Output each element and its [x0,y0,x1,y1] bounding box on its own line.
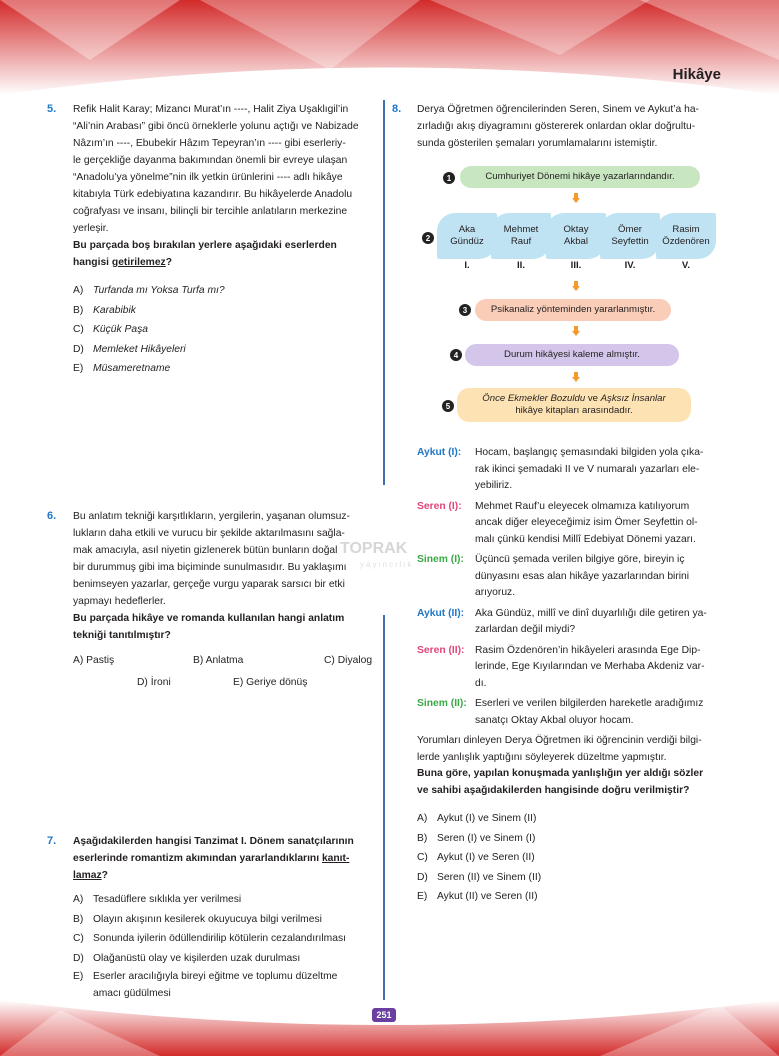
option-c[interactable]: C) Sonunda iyilerin ödüllendirilip kötülerin cezalandırılması [73,933,346,945]
speaker-label: Sinem (I): [417,554,464,565]
option-a[interactable]: A) Aykut (I) ve Sinem (II) [417,813,537,825]
speaker-label: Seren (I): [417,500,462,512]
roman-label: IV. [624,260,636,271]
step-1-box: Cumhuriyet Dönemi hikâye yazarlarındandır. [460,166,700,188]
text-line: lukların daha etkili ve vurucu bir şekilde aktarılmasını sağla- [73,528,345,539]
author-box-5: Rasim Özdenören [656,213,716,259]
dialogue-entry [417,499,724,549]
speaker-text: Rasim Özdenören’in hikâyeleri arasında Ege Dip- lerinde, Ege Kıyılarından ve Merhaba Akdeniz var- dı. [475,644,705,689]
option-d[interactable]: D) Memleket Hikâyeleri [73,343,186,355]
speaker-text: Eserleri ve verilen bilgilerden hareketle aradığımız sanatçı Oktay Akbal oluyor hocam. [475,698,704,726]
question-number: 6. [47,510,57,522]
question-8-intro [417,101,724,152]
option-e[interactable]: E) Aykut (II) ve Seren (II) [417,891,538,903]
option-b[interactable]: B) Anlatma [193,655,244,666]
text-line: Bu anlatım tekniği karşıtlıkların, yergilerin, yaşanan olumsuz- [73,511,350,522]
option-d[interactable]: D) Seren (II) ve Sinem (II) [417,871,542,883]
speaker-label: Seren (II): [417,644,465,656]
text-line: kitabıyla Türk edebiyatına kazandırır. Bu hikâyelerde Anadolu [73,189,353,200]
speaker-label: Sinem (II): [417,698,467,709]
dialogue-entry [417,696,724,729]
roman-label: II. [517,260,525,271]
step-number-4: 4 [450,349,462,361]
option-c[interactable]: C) Küçük Paşa [73,324,148,336]
text-line: bir durummuş gibi ima biçiminde sunulmasıdır. Bu yaklaşımı [73,562,347,573]
option-a[interactable]: A) Pastiş [73,655,115,666]
roman-label: I. [464,260,470,271]
author-box-2: Mehmet Rauf [491,213,551,259]
text-line: le gerçekliğe dayanma bakımından önemli bir evreye ulaşan [73,155,348,166]
speaker-text: Üçüncü şemada verilen bilgiye göre, bireyin iç dünyasını esas alan hikâye yazarlarından birini arıyoruz. [475,554,690,598]
option-c[interactable]: C) Aykut (I) ve Seren (II) [417,852,535,864]
column-divider-bottom [383,615,385,1000]
option-c[interactable]: C) Diyalog [324,655,373,666]
question-5 [73,101,376,379]
stem-line: hangisi getirilemez? [73,257,172,268]
option-e[interactable]: E) Müsameretname [73,363,171,375]
text-line: sunda gösterilen şemaları yorumlamalarını istemiştir. [417,138,658,149]
text-line: “Anadolu’ya yönelme”nin ilk yetkin ürünlerini ---- adlı hikâye [73,172,343,183]
q8-stem [417,766,724,799]
speaker-text: Aka Gündüz, millî ve dinî duyarlılığı dile getiren ya- zarlardan değil miydi? [475,607,707,635]
speaker-label: Aykut (I): [417,447,462,458]
stem-line: eserlerinde romantizm akımından yararlandıklarını kanıt- [73,853,350,864]
column-divider-top [383,100,385,485]
option-b[interactable]: B) Karabibik [73,304,136,316]
option-b[interactable]: B) Olayın akışının kesilerek okuyucuya bilgi verilmesi [73,913,322,925]
speaker-label: Aykut (II): [417,607,465,619]
roman-label: III. [570,260,582,271]
text-line: lerde yanlışlık yaptığını söyleyerek düzeltme yapmıştır. [417,751,667,763]
dialogue [417,445,724,907]
author-box-3: Oktay Akbal [546,213,606,259]
page-title: Hikâye [672,66,721,83]
text-line: mak amacıyla, asıl niyetin gizlenerek bütün bunların doğal [73,545,338,556]
dialogue-entry [417,552,724,602]
stem-line: lamaz? [73,870,108,881]
q5-stem [73,237,376,271]
dialogue-entry [417,643,724,693]
stem-line: ve sahibi aşağıdakilerden hangisinde doğru verilmiştir? [417,784,690,796]
option-a[interactable]: A) Tesadüflere sıklıkla yer verilmesi [73,894,242,906]
q8-outro [417,733,724,766]
text-line: zırladığı akış diyagramını göstererek onlardan oklar doğrultu- [417,121,696,132]
text-line: “Ali’nin Arabası” gibi öncü örneklerle yolunu açtığı ve Nabizade [73,121,359,132]
question-6 [73,508,376,702]
text-line: yerleşir. [73,223,109,234]
arrow-down-icon [572,193,580,203]
text-line: Yorumları dinleyen Derya Öğretmen iki öğrencinin verdiği bilgi- [417,735,702,746]
arrow-down-icon [572,326,580,336]
stem-line: tekniği tanıtılmıştır? [73,630,171,641]
option-d[interactable]: D) İroni [137,677,171,688]
author-box-1: Aka Gündüz [437,213,497,259]
speaker-text: Hocam, başlangıç şemasındaki bilgiden yola çıka- rak ikinci şemadaki II ve V numaralı yazarları ele- yebiliriz. [475,447,704,491]
text-line: Derya Öğretmen öğrencilerinden Seren, Sinem ve Aykut’a ha- [417,104,699,115]
stem-line: Buna göre, yapılan konuşmada yanlışlığın yer aldığı sözler [417,768,704,779]
q5-options [73,281,376,379]
step-number-2: 2 [422,232,434,244]
question-number: 5. [47,103,57,115]
step-number-5: 5 [442,400,454,412]
option-e[interactable]: E) Eserler aracılığıyla bireyi eğitme ve toplumu düzeltme amacı güdülmesi [73,971,338,999]
text-line: Refik Halit Karay; Mizancı Murat’ın ----, Halit Ziya Uşaklıgil’in [73,104,349,115]
q6-options [73,652,376,702]
watermark-logo: TOPRAK [340,540,408,557]
step-4-box: Durum hikâyesi kaleme almıştır. [465,344,679,366]
step-number-1: 1 [443,172,455,184]
stem-line: Bu parçada boş bırakılan yerlere aşağıdaki eserlerden [73,240,337,251]
arrow-down-icon [572,372,580,382]
author-box-4: Ömer Seyfettin [600,213,660,259]
arrow-down-icon [572,281,580,291]
text-line: Nâzım’ın ----, Ebubekir Hâzım Tepeyran’ın ---- gibi eserleriy- [73,138,346,149]
step-5-box: Önce Ekmekler Bozuldu ve Aşksız İnsanlar hikâye kitapları arasındadır. [457,388,691,422]
question-number: 8. [392,103,402,115]
dialogue-entry [417,606,724,639]
watermark-sub: yayıncılık [360,560,414,569]
q7-options [73,890,376,1002]
step-3-box: Psikanaliz yönteminden yararlanmıştır. [475,299,671,321]
question-7 [73,833,376,1002]
q6-paragraph [73,508,376,610]
text-line: benimseyen yazarlar, gerçeğe vurgu yaparak sarsıcı bir etki [73,579,345,590]
header-decoration [0,0,779,95]
question-number: 7. [47,835,57,847]
text-line: yapmayı hedeflerler. [73,596,166,607]
stem-line: Aşağıdakilerden hangisi Tanzimat I. Dönem sanatçılarının [73,836,354,847]
flow-diagram [413,160,733,430]
q7-stem [73,833,376,884]
q6-stem [73,610,376,644]
step-number-3: 3 [459,304,471,316]
text-line: coğrafyası ve insanı, bilinçli bir tercihle anlatıların merkezine [73,206,348,217]
q5-paragraph [73,101,376,237]
speaker-text: Mehmet Rauf’u eleyecek olmamıza katılıyorum ancak diğer eleyeceğimiz isim Ömer Seyfettin ol- malı çünkü kendisi Millî Edebiyat Dönemi yazarı. [475,500,698,545]
option-b[interactable]: B) Seren (I) ve Sinem (I) [417,832,536,844]
page-number: 251 [372,1008,396,1022]
option-e[interactable]: E) Geriye dönüş [233,677,308,688]
roman-label: V. [681,260,691,271]
q8-options [417,809,724,907]
dialogue-entry [417,445,724,495]
option-a[interactable]: A) Turfanda mı Yoksa Turfa mı? [73,285,225,297]
option-d[interactable]: D) Olağanüstü olay ve kişilerden uzak durulması [73,952,301,964]
stem-line: Bu parçada hikâye ve romanda kullanılan hangi anlatım [73,613,345,624]
